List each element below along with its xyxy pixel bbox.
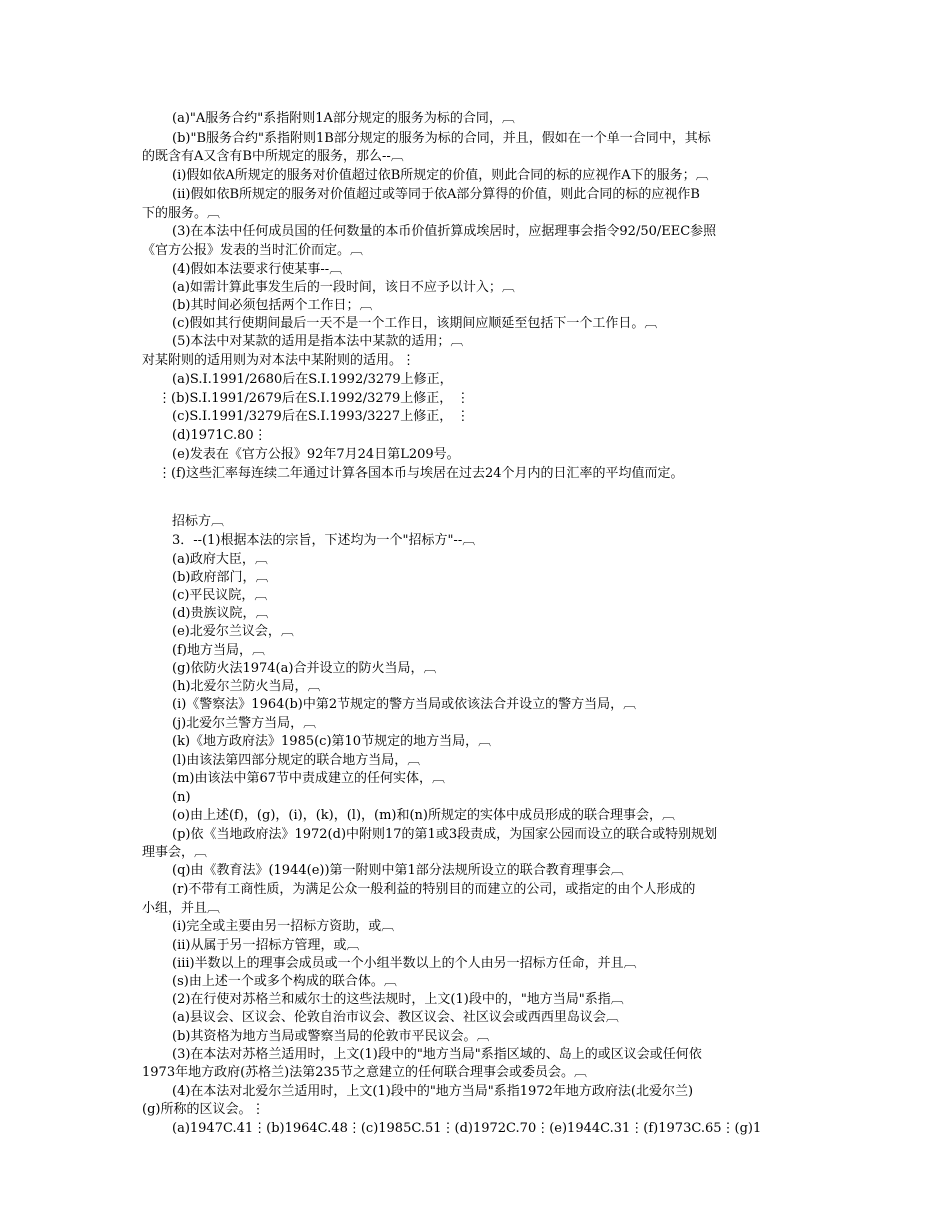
text-line: (c)假如其行使期间最后一天不是一个工作日，该期间应顺延至包括下一个工作日。︹: [172, 316, 658, 331]
text-line: (j)北爱尔兰警方当局，︹: [172, 716, 317, 731]
text-line: (iii)半数以上的理事会成员或一个小组半数以上的个人由另一招标方任命，并且︹: [172, 956, 637, 971]
text-line: (a)县议会、区议会、伦敦自治市议会、教区议会、社区议会或西西里岛议会︹: [172, 1010, 619, 1025]
text-line: (5)本法中对某款的适用是指本法中某款的适用；︹: [172, 334, 464, 349]
text-line: (d)贵族议院，︹: [172, 606, 269, 621]
text-line: (q)由《教育法》(1944(e))第一附则中第1部分法规所设立的联合教育理事会︹: [172, 863, 624, 878]
text-line: (a)S.I.1991/2680后在S.I.1992/3279上修正，: [172, 372, 453, 387]
text-line: (g)所称的区议会。⋮: [142, 1102, 265, 1117]
text-line: (r)不带有工商性质，为满足公众一般利益的特别目的而建立的公司，或指定的由个人形成的: [172, 882, 696, 897]
text-line: (i)完全或主要由另一招标方资助，或︹: [172, 919, 395, 934]
text-line: (o)由上述(f)，(g)，(i)，(k)，(l)，(m)和(n)所规定的实体中成员形成的联合理事会，︹: [172, 808, 676, 823]
text-line: (l)由该法第四部分规定的联合地方当局，︹: [172, 753, 421, 768]
text-line: (a)政府大臣，︹: [172, 552, 268, 567]
text-line: 的既含有A又含有B中所规定的服务，那么--︹: [142, 149, 404, 164]
text-line: (e)北爱尔兰议会，︹: [172, 624, 294, 639]
text-line: (f)地方当局，︹: [172, 643, 265, 658]
text-line: (c)S.I.1991/3279后在S.I.1993/3227上修正， ⋮: [172, 409, 470, 424]
text-line: 小组，并且︹: [142, 901, 221, 916]
text-line: (3)在本法对苏格兰适用时，上文(1)段中的"地方当局"系指区域的、岛上的或区议会或任何依: [172, 1047, 702, 1062]
text-line: (c)平民议院，︹: [172, 588, 268, 603]
section-heading: 招标方︹: [172, 514, 225, 529]
text-line: (b)"B服务合约"系指附则1B部分规定的服务为标的合同，并且，假如在一个单一合同中，其标: [172, 131, 711, 146]
text-line: (d)1971C.80⋮: [172, 428, 267, 443]
text-line: (k)《地方政府法》1985(c)第10节规定的地方当局，︹: [172, 734, 492, 749]
text-line: (g)依防火法1974(a)合并设立的防火当局，︹: [172, 661, 437, 676]
text-line: (s)由上述一个或多个构成的联合体。︹: [172, 974, 397, 989]
text-line: (a)如需计算此事发生后的一段时间，该日不应予以计入；︹: [172, 280, 515, 295]
text-line: (a)"A服务合约"系指附则1A部分规定的服务为标的合同，︹: [172, 111, 515, 126]
text-line: (p)依《当地政府法》1972(d)中附则17的第1或3段责成，为国家公园而设立的联合或特别规划: [172, 827, 718, 842]
text-line: (b)其时间必须包括两个工作日；︹: [172, 298, 373, 313]
text-line: (i)《警察法》1964(b)中第2节规定的警方当局或依该法合并设立的警方当局，︹: [172, 697, 637, 712]
text-line: 《官方公报》发表的当时汇价而定。︹: [142, 243, 364, 258]
text-line: 对某附则的适用则为对本法中某附则的适用。⋮: [142, 353, 416, 368]
text-line: (4)在本法对北爱尔兰适用时，上文(1)段中的"地方当局"系指1972年地方政府法(北爱尔兰): [172, 1084, 694, 1099]
text-line: (b)政府部门，︹: [172, 570, 269, 585]
text-line: (m)由该法中第67节中责成建立的任何实体，︹: [172, 771, 446, 786]
text-line: (2)在行使对苏格兰和威尔士的这些法规时，上文(1)段中的，"地方当局"系指︹: [172, 992, 624, 1007]
text-line: (h)北爱尔兰防火当局，︹: [172, 679, 321, 694]
text-line: (4)假如本法要求行使某事--︹: [172, 262, 343, 277]
text-line: 理事会，︹: [142, 845, 208, 860]
text-line: 1973年地方政府(苏格兰)法第235节之意建立的任何联合理事会或委员会。︹: [142, 1065, 588, 1080]
text-line: (ii)假如依B所规定的服务对价值超过或等同于依A部分算得的价值，则此合同的标的应视作B: [172, 187, 700, 202]
text-line: (n): [172, 790, 191, 805]
text-line: (ii)从属于另一招标方管理，或︹: [172, 938, 360, 953]
text-line: 3．--(1)根据本法的宗旨，下述均为一个"招标方"--︹: [172, 533, 476, 548]
text-line: ⋮(f)这些汇率每连续二年通过计算各国本币与埃居在过去24个月内的日汇率的平均值而定。: [158, 466, 684, 481]
text-line: (b)其资格为地方当局或警察当局的伦敦市平民议会。︹: [172, 1029, 490, 1044]
text-line: 下的服务。︹: [142, 206, 221, 221]
text-line: (i)假如依A所规定的服务对价值超过依B所规定的价值，则此合同的标的应视作A下的服务；︹: [172, 168, 709, 183]
text-line: ⋮(b)S.I.1991/2679后在S.I.1992/3279上修正， ⋮: [158, 391, 470, 406]
text-line: (3)在本法中任何成员国的任何数量的本币价值折算成埃居时，应据理事会指令92/50/EEC参照: [172, 224, 717, 239]
footnote-references: (a)1947C.41⋮(b)1964C.48⋮(c)1985C.51⋮(d)1972C.70⋮(e)1944C.31⋮(f)1973C.65⋮(g)1: [172, 1121, 762, 1136]
text-line: (e)发表在《官方公报》92年7月24日第L209号。: [172, 447, 460, 462]
